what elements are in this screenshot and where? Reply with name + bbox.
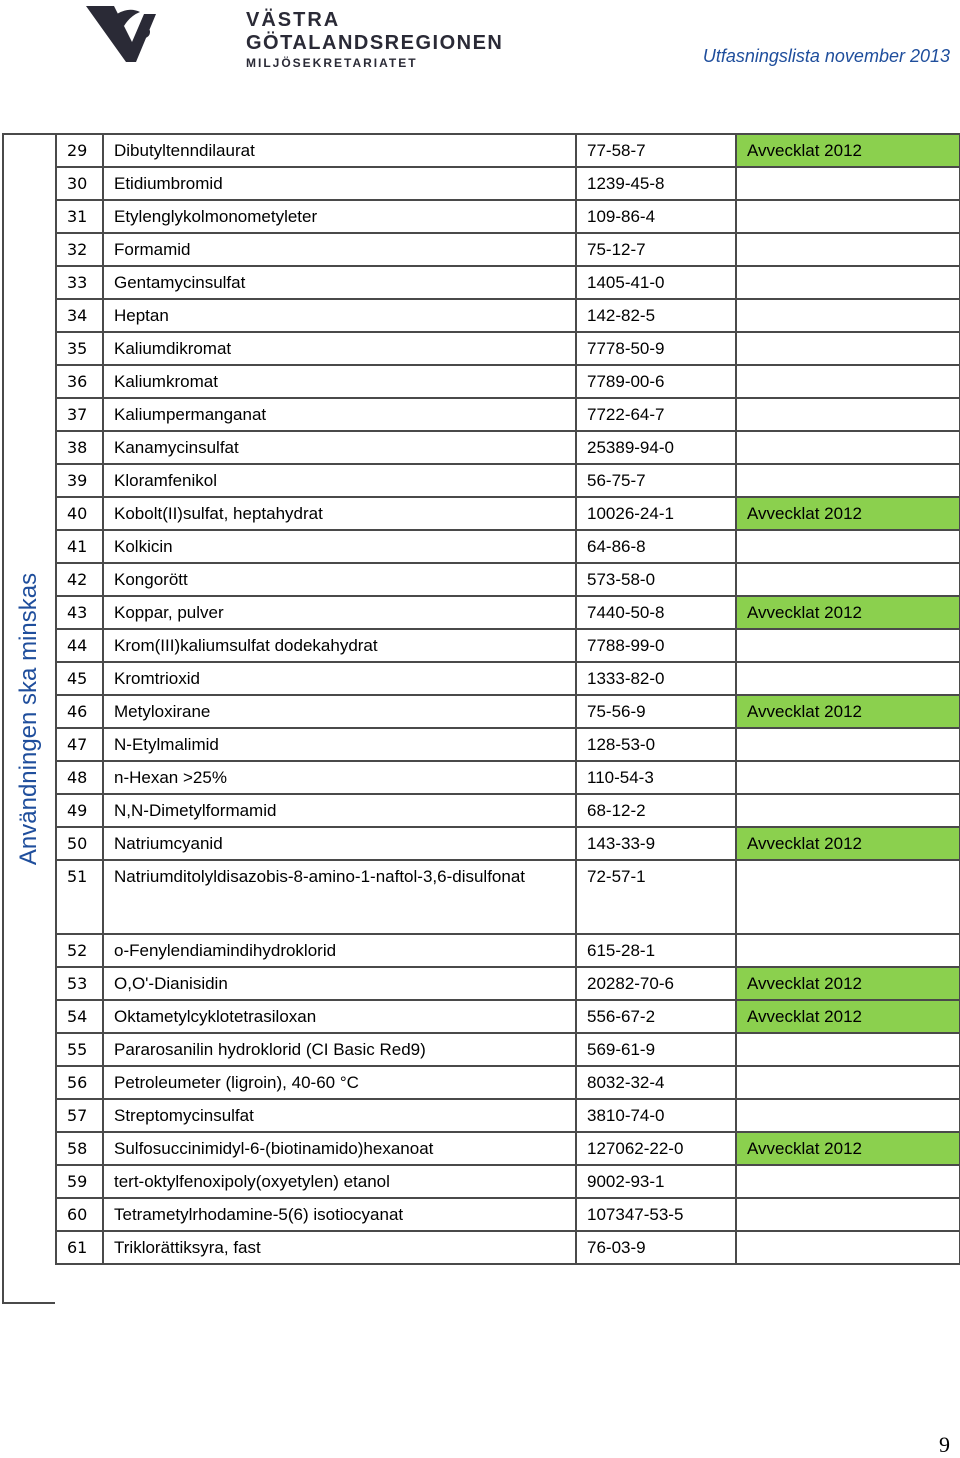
table-row	[56, 728, 960, 761]
cas-number-cell: 7788-99-0	[576, 629, 736, 662]
table-row	[56, 596, 960, 629]
table-row	[56, 1033, 960, 1066]
table-row	[56, 464, 960, 497]
row-number-cell: 42	[56, 563, 103, 596]
cas-number-cell: 7789-00-6	[576, 365, 736, 398]
cas-number-cell: 8032-32-4	[576, 1066, 736, 1099]
substance-name-cell: Natriumcyanid	[103, 827, 576, 860]
row-number-cell: 47	[56, 728, 103, 761]
vgr-logo	[84, 2, 504, 70]
table-row	[56, 1099, 960, 1132]
substance-table	[55, 133, 960, 1265]
table-row	[56, 134, 960, 167]
status-cell	[736, 431, 960, 464]
cas-number-cell: 75-12-7	[576, 233, 736, 266]
table-row	[56, 365, 960, 398]
substance-name-cell: Etylenglykolmonometyleter	[103, 200, 576, 233]
status-cell	[736, 299, 960, 332]
status-cell	[736, 629, 960, 662]
vgr-emblem-icon	[84, 2, 164, 66]
substance-table-body	[56, 134, 960, 1264]
cas-number-cell: 75-56-9	[576, 695, 736, 728]
cas-number-cell: 7778-50-9	[576, 332, 736, 365]
table-row	[56, 299, 960, 332]
row-number-cell: 39	[56, 464, 103, 497]
status-cell: Avvecklat 2012	[736, 1000, 960, 1033]
status-cell	[736, 266, 960, 299]
substance-name-cell: Tetrametylrhodamine-5(6) isotiocyanat	[103, 1198, 576, 1231]
status-cell	[736, 662, 960, 695]
status-cell: Avvecklat 2012	[736, 497, 960, 530]
row-number-cell: 34	[56, 299, 103, 332]
row-number-cell: 50	[56, 827, 103, 860]
substance-name-cell: Gentamycinsulfat	[103, 266, 576, 299]
cas-number-cell: 7722-64-7	[576, 398, 736, 431]
page-number: 9	[939, 1432, 950, 1457]
cas-number-cell: 127062-22-0	[576, 1132, 736, 1165]
cas-number-cell: 109-86-4	[576, 200, 736, 233]
substance-name-cell: Kloramfenikol	[103, 464, 576, 497]
substance-name-cell: o-Fenylendiamindihydroklorid	[103, 934, 576, 967]
substance-name-cell: Heptan	[103, 299, 576, 332]
cas-number-cell: 1333-82-0	[576, 662, 736, 695]
cas-number-cell: 20282-70-6	[576, 967, 736, 1000]
table-row	[56, 629, 960, 662]
table-row	[56, 761, 960, 794]
table-row	[56, 1231, 960, 1264]
substance-name-cell: Triklorättiksyra, fast	[103, 1231, 576, 1264]
substance-name-cell: Dibutyltenndilaurat	[103, 134, 576, 167]
status-cell	[736, 761, 960, 794]
row-number-cell: 51	[56, 860, 103, 934]
substance-name-cell: Kromtrioxid	[103, 662, 576, 695]
table-row	[56, 1132, 960, 1165]
row-number-cell: 48	[56, 761, 103, 794]
status-cell: Avvecklat 2012	[736, 1132, 960, 1165]
status-cell	[736, 1033, 960, 1066]
row-number-cell: 33	[56, 266, 103, 299]
row-number-cell: 60	[56, 1198, 103, 1231]
table-row	[56, 1165, 960, 1198]
row-number-cell: 58	[56, 1132, 103, 1165]
status-cell: Avvecklat 2012	[736, 827, 960, 860]
row-number-cell: 52	[56, 934, 103, 967]
cas-number-cell: 128-53-0	[576, 728, 736, 761]
table-row	[56, 860, 960, 934]
substance-name-cell: Metyloxirane	[103, 695, 576, 728]
status-cell	[736, 398, 960, 431]
cas-number-cell: 569-61-9	[576, 1033, 736, 1066]
row-number-cell: 29	[56, 134, 103, 167]
table-row	[56, 827, 960, 860]
cas-number-cell: 7440-50-8	[576, 596, 736, 629]
status-cell	[736, 1198, 960, 1231]
logo-text	[246, 10, 503, 69]
table-row	[56, 794, 960, 827]
row-number-cell: 43	[56, 596, 103, 629]
table-row	[56, 233, 960, 266]
status-cell: Avvecklat 2012	[736, 695, 960, 728]
cas-number-cell: 9002-93-1	[576, 1165, 736, 1198]
status-cell	[736, 233, 960, 266]
cas-number-cell: 556-67-2	[576, 1000, 736, 1033]
substance-name-cell: Pararosanilin hydroklorid (CI Basic Red9)	[103, 1033, 576, 1066]
side-label: Användningen ska minskas	[15, 572, 43, 865]
cas-number-cell: 1405-41-0	[576, 266, 736, 299]
table-row	[56, 332, 960, 365]
status-cell	[736, 728, 960, 761]
status-cell	[736, 167, 960, 200]
logo-line-3: MILJÖSEKRETARIATET	[246, 56, 418, 70]
substance-name-cell: Petroleumeter (ligroin), 40-60 °C	[103, 1066, 576, 1099]
cas-number-cell: 77-58-7	[576, 134, 736, 167]
row-number-cell: 35	[56, 332, 103, 365]
row-number-cell: 54	[56, 1000, 103, 1033]
status-cell	[736, 860, 960, 934]
cas-number-cell: 76-03-9	[576, 1231, 736, 1264]
row-number-cell: 59	[56, 1165, 103, 1198]
status-cell	[736, 1099, 960, 1132]
substance-name-cell: Kaliumkromat	[103, 365, 576, 398]
logo-line-2: GÖTALANDSREGIONEN	[246, 32, 504, 54]
table-row	[56, 1066, 960, 1099]
status-cell	[736, 464, 960, 497]
substance-name-cell: Kobolt(II)sulfat, heptahydrat	[103, 497, 576, 530]
cas-number-cell: 143-33-9	[576, 827, 736, 860]
cas-number-cell: 142-82-5	[576, 299, 736, 332]
substance-name-cell: N-Etylmalimid	[103, 728, 576, 761]
table-row	[56, 662, 960, 695]
substance-name-cell: Kaliumpermanganat	[103, 398, 576, 431]
status-cell: Avvecklat 2012	[736, 596, 960, 629]
row-number-cell: 37	[56, 398, 103, 431]
substance-name-cell: Sulfosuccinimidyl-6-(biotinamido)hexanoat	[103, 1132, 576, 1165]
status-cell	[736, 1165, 960, 1198]
table-row	[56, 695, 960, 728]
row-number-cell: 44	[56, 629, 103, 662]
row-number-cell: 56	[56, 1066, 103, 1099]
substance-name-cell: Formamid	[103, 233, 576, 266]
row-number-cell: 32	[56, 233, 103, 266]
table-row	[56, 1000, 960, 1033]
logo-line-1: VÄSTRA	[246, 9, 341, 31]
substance-name-cell: Kolkicin	[103, 530, 576, 563]
row-number-cell: 38	[56, 431, 103, 464]
cas-number-cell: 10026-24-1	[576, 497, 736, 530]
substance-name-cell: N,N-Dimetylformamid	[103, 794, 576, 827]
substance-name-cell: Natriumditolyldisazobis-8-amino-1-naftol-3,6-disulfonat	[103, 860, 576, 934]
row-number-cell: 31	[56, 200, 103, 233]
substance-name-cell: Kongorött	[103, 563, 576, 596]
row-number-cell: 57	[56, 1099, 103, 1132]
cas-number-cell: 107347-53-5	[576, 1198, 736, 1231]
substance-name-cell: O,O'-Dianisidin	[103, 967, 576, 1000]
status-cell	[736, 530, 960, 563]
row-number-cell: 53	[56, 967, 103, 1000]
table-row	[56, 1198, 960, 1231]
cas-number-cell: 56-75-7	[576, 464, 736, 497]
table-row	[56, 167, 960, 200]
table-row	[56, 398, 960, 431]
table-row	[56, 431, 960, 464]
row-number-cell: 49	[56, 794, 103, 827]
status-cell	[736, 563, 960, 596]
table-row	[56, 497, 960, 530]
status-cell	[736, 794, 960, 827]
status-cell	[736, 200, 960, 233]
cas-number-cell: 72-57-1	[576, 860, 736, 934]
row-number-cell: 30	[56, 167, 103, 200]
row-number-cell: 45	[56, 662, 103, 695]
status-cell	[736, 934, 960, 967]
table-row	[56, 200, 960, 233]
row-number-cell: 61	[56, 1231, 103, 1264]
document-title: Utfasningslista november 2013	[702, 46, 950, 66]
substance-name-cell: Krom(III)kaliumsulfat dodekahydrat	[103, 629, 576, 662]
status-cell	[736, 1231, 960, 1264]
cas-number-cell: 1239-45-8	[576, 167, 736, 200]
row-number-cell: 55	[56, 1033, 103, 1066]
cas-number-cell: 110-54-3	[576, 761, 736, 794]
substance-name-cell: Koppar, pulver	[103, 596, 576, 629]
substance-name-cell: Kanamycinsulfat	[103, 431, 576, 464]
table-row	[56, 563, 960, 596]
cas-number-cell: 25389-94-0	[576, 431, 736, 464]
cas-number-cell: 3810-74-0	[576, 1099, 736, 1132]
status-cell	[736, 365, 960, 398]
row-number-cell: 41	[56, 530, 103, 563]
status-cell	[736, 1066, 960, 1099]
status-cell: Avvecklat 2012	[736, 134, 960, 167]
substance-name-cell: Kaliumdikromat	[103, 332, 576, 365]
cas-number-cell: 64-86-8	[576, 530, 736, 563]
substance-name-cell: Oktametylcyklotetrasiloxan	[103, 1000, 576, 1033]
substance-name-cell: tert-oktylfenoxipoly(oxyetylen) etanol	[103, 1165, 576, 1198]
substance-name-cell: n-Hexan >25%	[103, 761, 576, 794]
substance-name-cell: Etidiumbromid	[103, 167, 576, 200]
status-cell	[736, 332, 960, 365]
table-row	[56, 934, 960, 967]
side-label-cell	[2, 133, 55, 1304]
table-row	[56, 266, 960, 299]
status-cell: Avvecklat 2012	[736, 967, 960, 1000]
row-number-cell: 40	[56, 497, 103, 530]
substance-name-cell: Streptomycinsulfat	[103, 1099, 576, 1132]
table-row	[56, 967, 960, 1000]
row-number-cell: 36	[56, 365, 103, 398]
table-row	[56, 530, 960, 563]
cas-number-cell: 573-58-0	[576, 563, 736, 596]
cas-number-cell: 615-28-1	[576, 934, 736, 967]
cas-number-cell: 68-12-2	[576, 794, 736, 827]
row-number-cell: 46	[56, 695, 103, 728]
